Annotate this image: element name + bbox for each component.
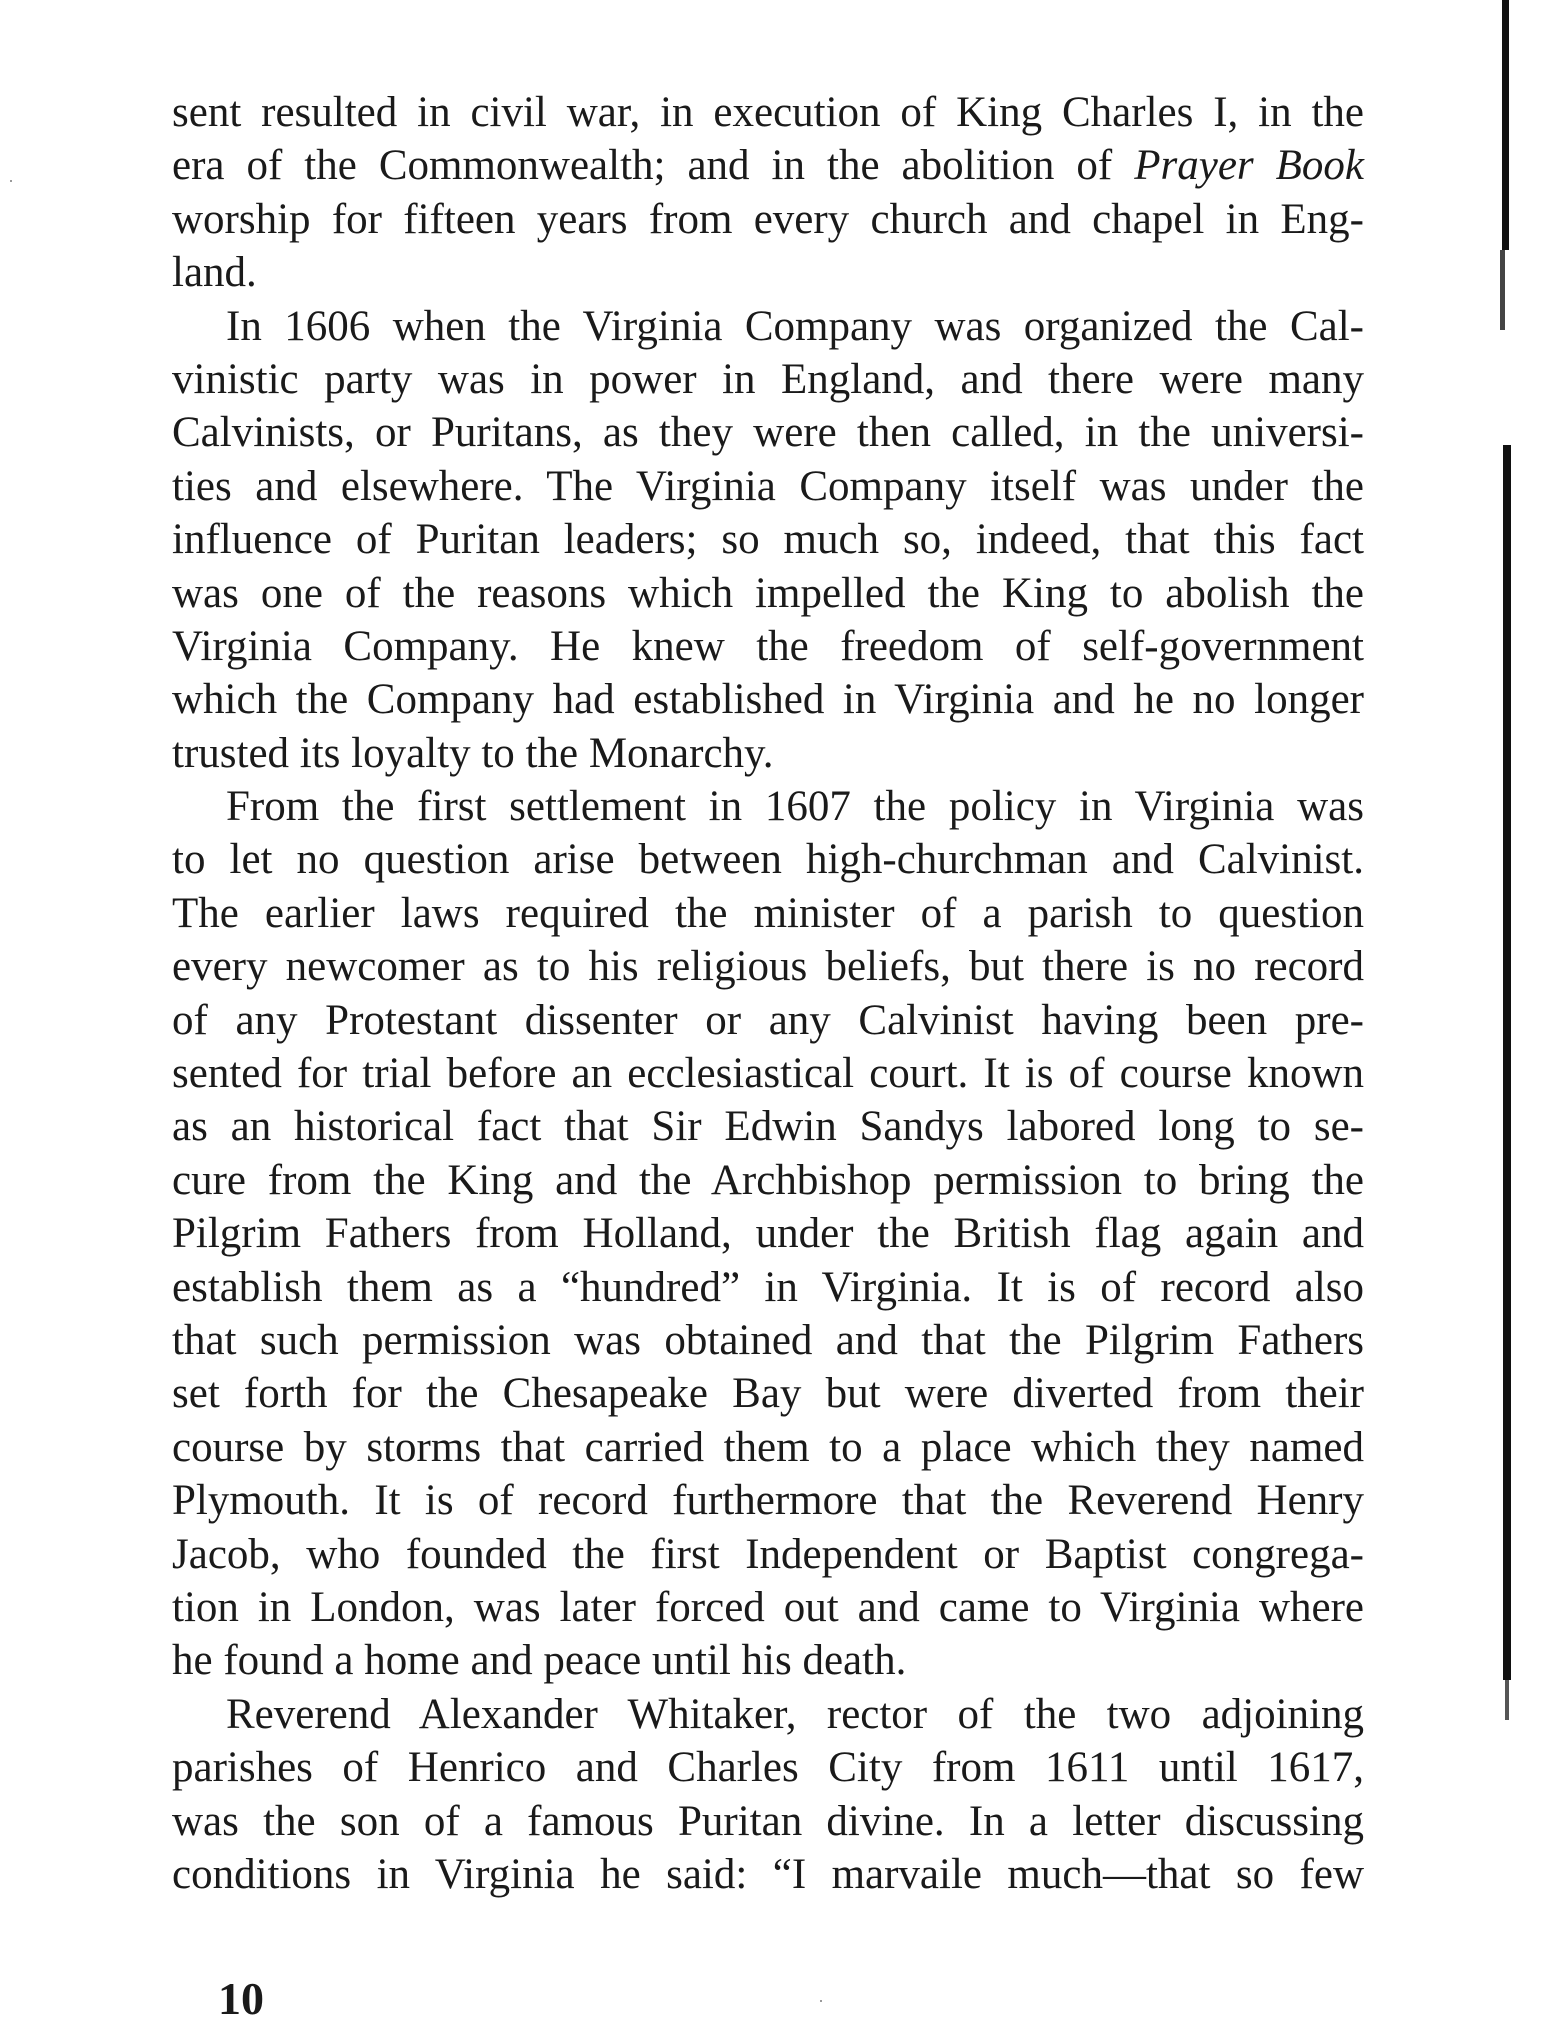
paragraph-3-line-10: establish them as a “hundred” in Virginia. It is of record also [172, 1263, 1364, 1311]
paragraph-2-line-4: ties and elsewhere. The Virginia Company itself was under the [172, 462, 1364, 510]
paragraph-2-line-6: was one of the reasons which impelled the King to abolish the [172, 569, 1364, 617]
paragraph-3-line-7: as an historical fact that Sir Edwin Sandys labored long to se- [172, 1103, 1364, 1151]
book-title: Prayer Book [1134, 142, 1364, 190]
edge-mark-bottom-taper [1505, 1680, 1509, 1720]
paragraph-3-line-15: Jacob, who founded the first Independent or Baptist congrega- [172, 1530, 1364, 1578]
edge-mark-top [1502, 0, 1509, 250]
paragraph-3-line-14: Plymouth. It is of record furthermore that the Reverend Henry [172, 1477, 1364, 1525]
paragraph-3-line-1: From the first settlement in 1607 the policy in Virginia was [226, 783, 1364, 831]
edge-mark-top-taper [1500, 250, 1505, 330]
paragraph-3-line-12: set forth for the Chesapeake Bay but were diverted from their [172, 1370, 1364, 1418]
paragraph-2-line-5: influence of Puritan leaders; so much so, indeed, that this fact [172, 516, 1364, 564]
paragraph-3-line-17: he found a home and peace until his death. [172, 1637, 907, 1685]
paragraph-3-line-9: Pilgrim Fathers from Holland, under the British flag again and [172, 1210, 1364, 1258]
paragraph-2-line-1: In 1606 when the Virginia Company was organized the Cal- [226, 302, 1364, 350]
paragraph-1-line-3: worship for fifteen years from every church and chapel in Eng- [172, 195, 1364, 243]
paragraph-3-line-3: The earlier laws required the minister of a parish to question [172, 889, 1364, 937]
paragraph-1-line-4: land. [172, 249, 257, 297]
paragraph-2-line-9: trusted its loyalty to the Monarchy. [172, 729, 774, 777]
paragraph-4-line-2: parishes of Henrico and Charles City from 1611 until 1617, [172, 1744, 1364, 1792]
paragraph-3-line-8: cure from the King and the Archbishop permission to bring the [172, 1156, 1364, 1204]
body-text [172, 86, 1364, 1901]
paragraph-1-line-2-text: era of the Commonwealth; and in the abolition of Prayer Book [172, 142, 1364, 190]
page-number: 10 [218, 1973, 264, 2024]
paragraph-3-line-11: that such permission was obtained and that the Pilgrim Fathers [172, 1316, 1364, 1364]
paragraph-4-line-4: conditions in Virginia he said: “I marvaile much—that so few [172, 1850, 1364, 1898]
paragraph-3-line-6: sented for trial before an ecclesiastical court. It is of course known [172, 1050, 1364, 1098]
paragraph-4-line-3: was the son of a famous Puritan divine. In a letter discussing [172, 1797, 1364, 1845]
paragraph-3-line-4: every newcomer as to his religious beliefs, but there is no record [172, 943, 1364, 991]
edge-mark-middle [1503, 445, 1511, 1680]
paragraph-3-line-16: tion in London, was later forced out and came to Virginia where [172, 1583, 1364, 1631]
paragraph-3-line-5: of any Protestant dissenter or any Calvinist having been pre- [172, 996, 1364, 1044]
margin-speck [820, 2000, 822, 2002]
paragraph-3-line-13: course by storms that carried them to a place which they named [172, 1423, 1364, 1471]
margin-speck [10, 180, 12, 182]
paragraph-2-line-3: Calvinists, or Puritans, as they were then called, in the universi- [172, 409, 1364, 457]
paragraph-2-line-7: Virginia Company. He knew the freedom of self-government [172, 622, 1364, 670]
paragraph-2-line-8: which the Company had established in Virginia and he no longer [172, 676, 1364, 724]
paragraph-1-line-1: sent resulted in civil war, in execution of King Charles I, in the [172, 89, 1364, 136]
paragraph-4-line-1: Reverend Alexander Whitaker, rector of the two adjoining [226, 1690, 1364, 1738]
paragraph-2-line-2: vinistic party was in power in England, and there were many [172, 355, 1364, 403]
paragraph-3-line-2: to let no question arise between high-churchman and Calvinist. [172, 836, 1364, 884]
binding-edge-shadow [1500, 0, 1512, 1720]
paragraph-1-line-2 [172, 139, 1364, 192]
